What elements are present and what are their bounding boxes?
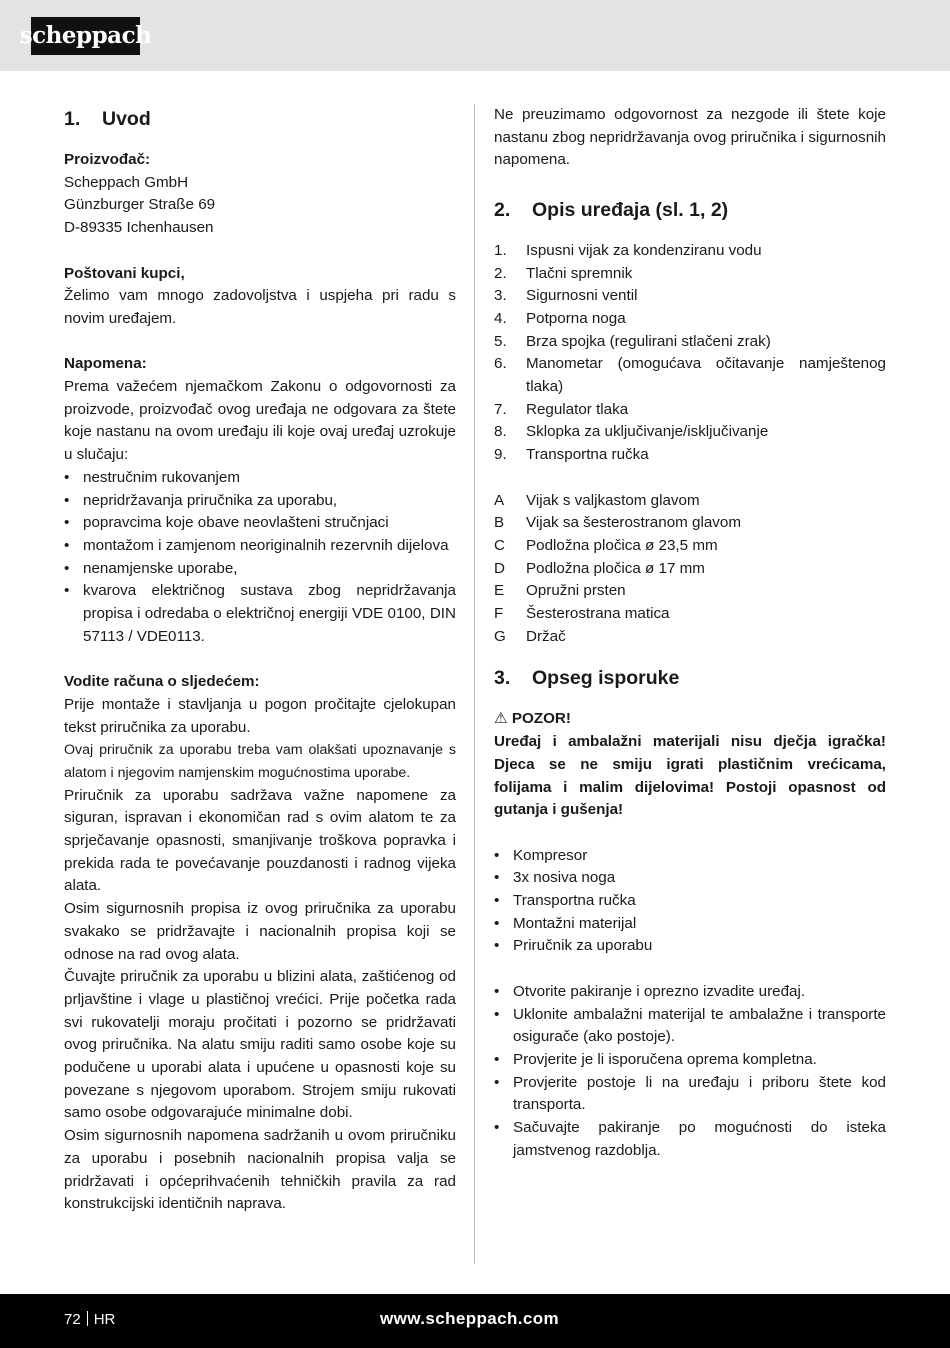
- consider-paragraph: Osim sigurnosnih propisa iz ovog priručnika za uporabu svakako se pridržavajte i nacionalnih propisa koji se odnose na rad ovog alata.: [64, 900, 456, 963]
- unpacking-steps: [494, 981, 886, 1163]
- list-item: • Provjerite postoje li na uređaju i priboru štete kod transporta.: [494, 1072, 886, 1117]
- list-item: • 3x nosiva noga: [494, 867, 886, 890]
- manufacturer-heading: Proizvođač:: [64, 151, 151, 168]
- list-item: 7. Regulator tlaka: [494, 400, 629, 418]
- list-item: • Transportna ručka: [494, 890, 886, 913]
- note-heading: Napomena:: [64, 355, 147, 373]
- warning-text: Uređaj i ambalažni materijali nisu dječja igračka! Djeca se ne smiju igrati plastičnim vrećicama, folijama i malim dijelovima! Postoji opasnost od gutanja i gušenja!: [494, 733, 886, 819]
- warning-title: POZOR!: [511, 710, 571, 728]
- customers-text: Želimo vam mnogo zadovoljstva i uspjeha pri radu s novim uređajem.: [64, 287, 456, 327]
- page-indicator: [64, 1309, 115, 1331]
- left-column: [64, 104, 456, 1216]
- consider-paragraph: Osim sigurnosnih napomena sadržanih u ovom priručniku za uporabu i posebnih nacionalnih propisa valja se pridržavati i općeprihvaćenih tehničkih pravila za rad konstrukcijski identičnih naprava.: [64, 1127, 456, 1213]
- list-item: 1. Ispusni vijak za kondenziranu vodu: [494, 241, 762, 259]
- list-item: C Podložna pločica ø 23,5 mm: [494, 536, 718, 554]
- liability-list: [64, 467, 456, 649]
- section-3-title: Opseg isporuke: [532, 667, 680, 690]
- list-item: 3. Sigurnosni ventil: [494, 287, 638, 305]
- list-item: • Kompresor: [494, 845, 886, 868]
- list-item: • Sačuvajte pakiranje po mogućnosti do isteka jamstvenog razdoblja.: [494, 1117, 886, 1162]
- list-item: G Držač: [494, 627, 566, 645]
- consider-heading: Vodite računa o sljedećem:: [64, 673, 260, 691]
- footer-separator: [87, 1311, 88, 1326]
- list-item: 6. Manometar (omogućava očitavanje namještenog tlaka): [494, 355, 886, 396]
- list-item: 9. Transportna ručka: [494, 446, 649, 464]
- section-2-title: Opis uređaja (sl. 1, 2): [532, 198, 729, 221]
- section-2-heading: [494, 195, 886, 225]
- list-item: A Vijak s valjkastom glavom: [494, 491, 700, 509]
- list-item: • popravcima koje obave neovlašteni stručnjaci: [64, 512, 456, 535]
- delivery-list: [494, 845, 886, 959]
- section-2-number: 2.: [494, 198, 511, 221]
- parts-list: [494, 240, 886, 467]
- customers-heading: Poštovani kupci,: [64, 264, 185, 282]
- consider-paragraph: Priručnik za uporabu sadržava važne napomene za siguran, ispravan i ekonomičan rad s ovim alatom te za sprječavanje opasnosti, smanjivanje troškova popravka i prekida rada te povećavanje pouzdanosti i radnog vijeka alata.: [64, 786, 456, 895]
- page-number: 72: [64, 1311, 81, 1328]
- note-text: Prema važećem njemačkom Zakonu o odgovornosti za proizvode, proizvođač ovog uređaja ne odgovara za štete koje nastanu na ovom uređaju ili koje ovaj uređaj uzrokuje u slučaju:: [64, 378, 456, 464]
- consider-paragraph: Čuvajte priručnik za uporabu u blizini alata, zaštićenog od prljavštine i vlage u plastičnoj vrećici. Prije početka rada svi rukovatelji moraju pročitati i pozorno se pridržavati ovog priručnika. Na alatu smiju raditi samo osobe koje su podučene u uporabi alata i upućene u opasnosti koje su povezane s njegovom uporabom. Strojem smiju rukovati samo osobe odgovarajuće minimalne dobi.: [64, 968, 456, 1122]
- list-item: E Opružni prsten: [494, 582, 626, 600]
- section-3-number: 3.: [494, 667, 511, 690]
- right-column: [494, 104, 886, 1162]
- list-item: 4. Potporna noga: [494, 309, 626, 327]
- section-1-title: Uvod: [102, 108, 151, 130]
- list-item: • kvarova električnog sustava zbog nepridržavanja propisa i odredaba o električnoj energiji VDE 0100, DIN 57113 / VDE0113.: [64, 580, 456, 648]
- manufacturer-line: D-89335 Ichenhausen: [64, 219, 214, 237]
- warning-heading: [494, 708, 886, 731]
- liability-disclaimer: Ne preuzimamo odgovornost za nezgode ili štete koje nastanu zbog nepridržavanja ovog priručnika i sigurnosnih napomena.: [494, 106, 886, 169]
- header-bar: [0, 0, 950, 71]
- consider-paragraph: Prije montaže i stavljanja u pogon pročitajte cjelokupan tekst priručnika za uporabu.: [64, 695, 456, 736]
- list-item: • Provjerite je li isporučena oprema kompletna.: [494, 1049, 886, 1072]
- list-item: 2. Tlačni spremnik: [494, 264, 633, 282]
- section-1-heading: [64, 104, 456, 134]
- list-item: • Priručnik za uporabu: [494, 935, 886, 958]
- list-item: • Montažni materijal: [494, 913, 886, 936]
- section-1-number: 1.: [64, 108, 81, 130]
- list-item: • Otvorite pakiranje i oprezno izvadite uređaj.: [494, 981, 886, 1004]
- section-3-heading: [494, 663, 886, 693]
- list-item: • Uklonite ambalažni materijal te ambalažne i transporte osigurače (ako postoje).: [494, 1004, 886, 1049]
- footer-bar: [0, 1294, 950, 1348]
- consider-paragraph: Ovaj priručnik za uporabu treba vam olakšati upoznavanje s alatom i njegovim namjenskim mogućnostima uporabe.: [64, 742, 456, 781]
- hardware-list: [494, 490, 886, 649]
- list-item: F Šesterostrana matica: [494, 605, 670, 623]
- language-code: HR: [93, 1311, 116, 1328]
- manufacturer-line: Scheppach GmbH: [64, 173, 189, 191]
- list-item: • nepridržavanja priručnika za uporabu,: [64, 490, 456, 513]
- warning-icon: ⚠: [494, 710, 508, 728]
- website-link[interactable]: www.scheppach.com: [380, 1309, 560, 1328]
- brand-logo: scheppach: [31, 17, 140, 55]
- column-divider: [474, 104, 475, 1264]
- list-item: B Vijak sa šesterostranom glavom: [494, 514, 741, 532]
- list-item: • montažom i zamjenom neoriginalnih rezervnih dijelova: [64, 535, 456, 558]
- manufacturer-line: Günzburger Straße 69: [64, 196, 216, 214]
- list-item: 8. Sklopka za uključivanje/isključivanje: [494, 423, 769, 441]
- list-item: D Podložna pločica ø 17 mm: [494, 559, 705, 577]
- list-item: • nenamjenske uporabe,: [64, 558, 456, 581]
- list-item: 5. Brza spojka (regulirani stlačeni zrak): [494, 332, 771, 350]
- list-item: • nestručnim rukovanjem: [64, 467, 456, 490]
